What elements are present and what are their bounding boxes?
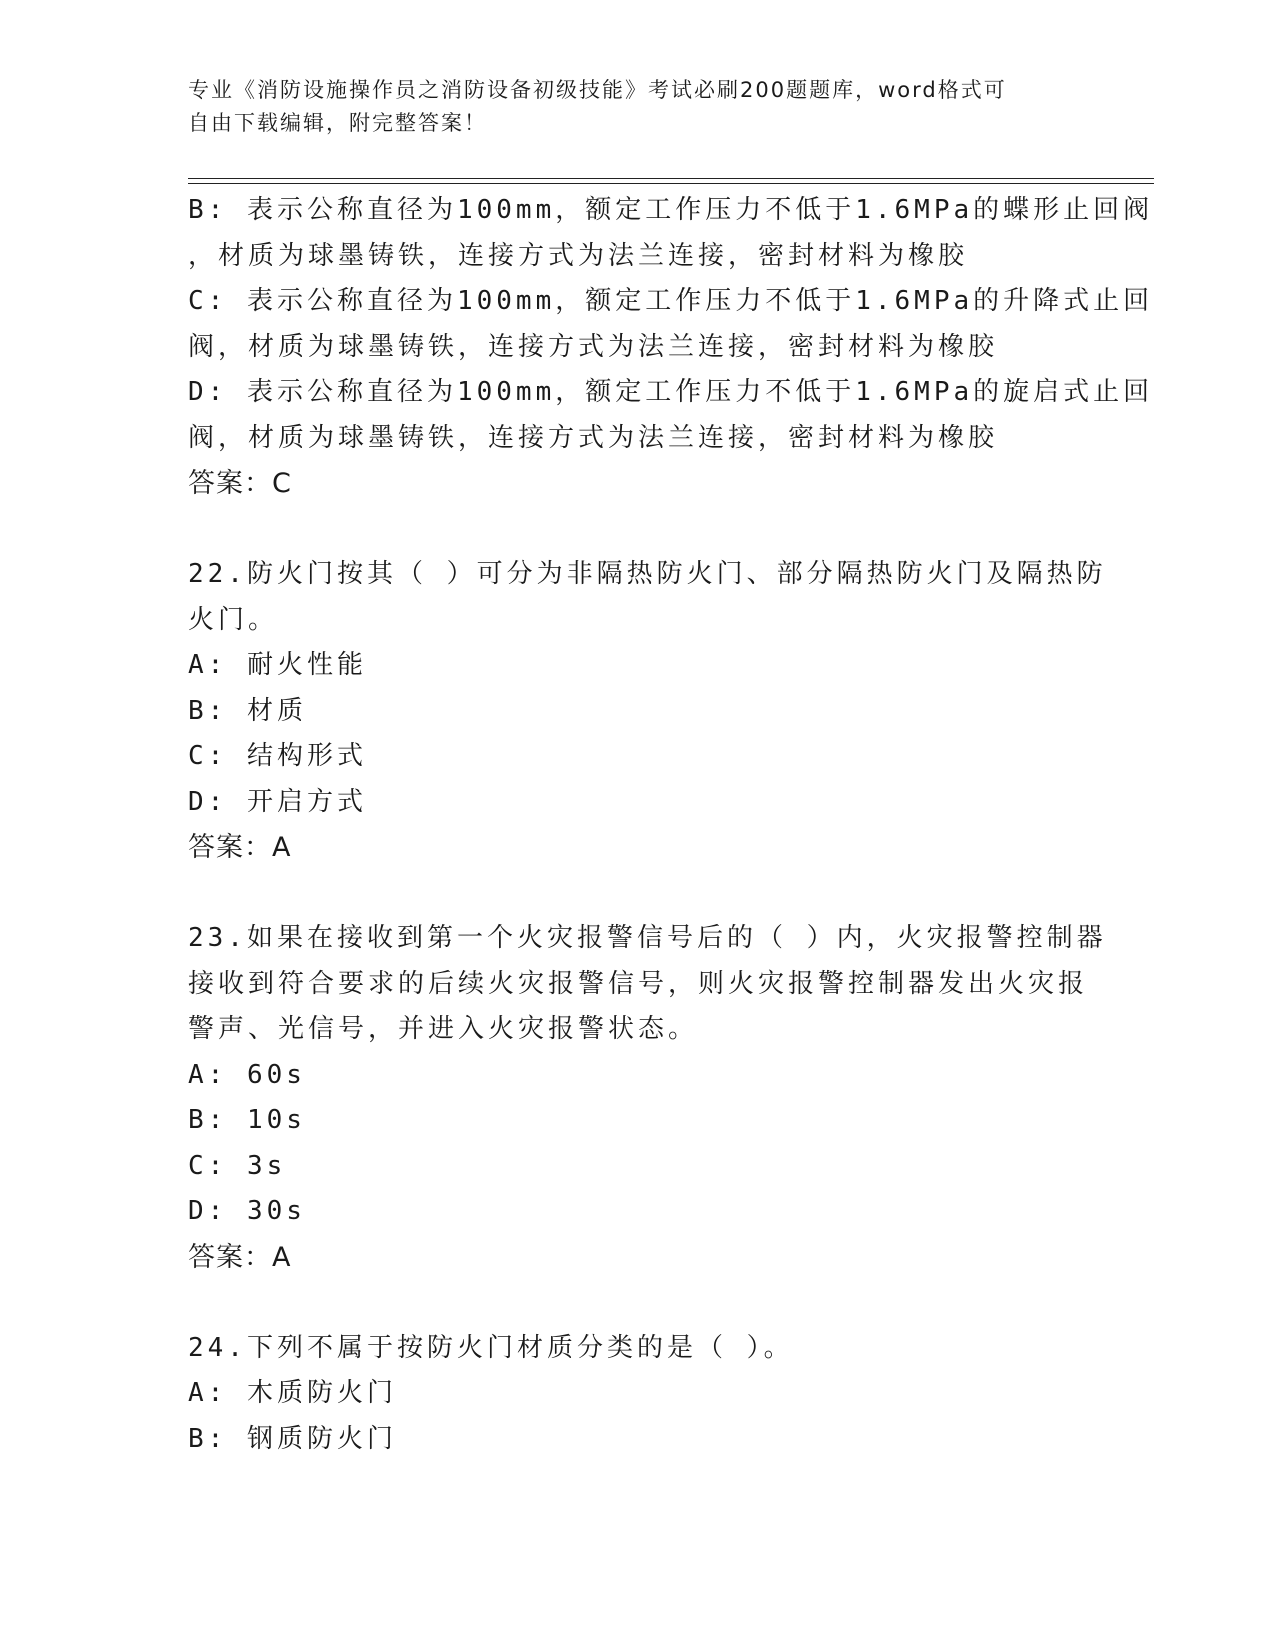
option-b: B: 10s [188,1105,306,1135]
option-d: D: 开启方式 [188,786,367,817]
option-c: C: 结构形式 [188,741,367,771]
option-b: B: 材质 [188,695,307,726]
document-header [188,74,1068,140]
question-stem-line-1: 22.防火门按其（ ）可分为非隔热防火门、部分隔热防火门及隔热防 [188,559,1107,589]
option-c-line-1: C: 表示公称直径为100mm，额定工作压力不低于1.6MPa的升降式止回 [188,286,1154,316]
spacer [188,507,1088,553]
question-stem-line-3: 警声、光信号，并进入火灾报警状态。 [188,1014,699,1044]
header-line-1: 专业《消防设施操作员之消防设备初级技能》考试必刷200题题库，word格式可 [188,78,1007,102]
option-a: A: 60s [188,1059,306,1090]
header-line-2: 自由下载编辑，附完整答案！ [188,111,487,135]
option-b: B: 钢质防火门 [188,1423,397,1454]
option-c: C: 3s [188,1150,287,1181]
question-content [188,188,1154,1462]
option-d-line-1: D: 表示公称直径为100mm，额定工作压力不低于1.6MPa的旋启式止回 [188,377,1154,407]
option-b-line-2: ，材质为球墨铸铁，连接方式为法兰连接，密封材料为橡胶 [188,240,969,271]
question-24 [188,1326,1088,1463]
option-a: A: 耐火性能 [188,650,367,680]
option-c-line-2: 阀，材质为球墨铸铁，连接方式为法兰连接，密封材料为橡胶 [188,331,999,362]
answer-label: 答案：A [188,1241,292,1273]
question-23 [188,916,1107,1280]
question-stem-line-2: 火门。 [188,604,279,635]
question-22 [188,552,1107,871]
option-d: D: 30s [188,1196,306,1226]
question-21-continued [188,188,1154,507]
answer-label: 答案：C [188,468,292,499]
question-stem-line-2: 接收到符合要求的后续火灾报警信号，则火灾报警控制器发出火灾报 [188,968,1089,999]
option-b-line-1: B: 表示公称直径为100mm，额定工作压力不低于1.6MPa的蝶形止回阀 [188,195,1154,225]
header-divider-top [188,178,1154,179]
question-stem-line-1: 23.如果在接收到第一个火灾报警信号后的（ ）内，火灾报警控制器 [188,923,1107,953]
spacer [188,1280,1088,1326]
header-divider-bottom [188,183,1154,184]
option-d-line-2: 阀，材质为球墨铸铁，连接方式为法兰连接，密封材料为橡胶 [188,422,999,453]
spacer [188,871,1088,917]
option-a: A: 木质防火门 [188,1378,397,1408]
answer-label: 答案：A [188,832,292,863]
question-stem-line-1: 24.下列不属于按防火门材质分类的是（ ）。 [188,1332,794,1363]
